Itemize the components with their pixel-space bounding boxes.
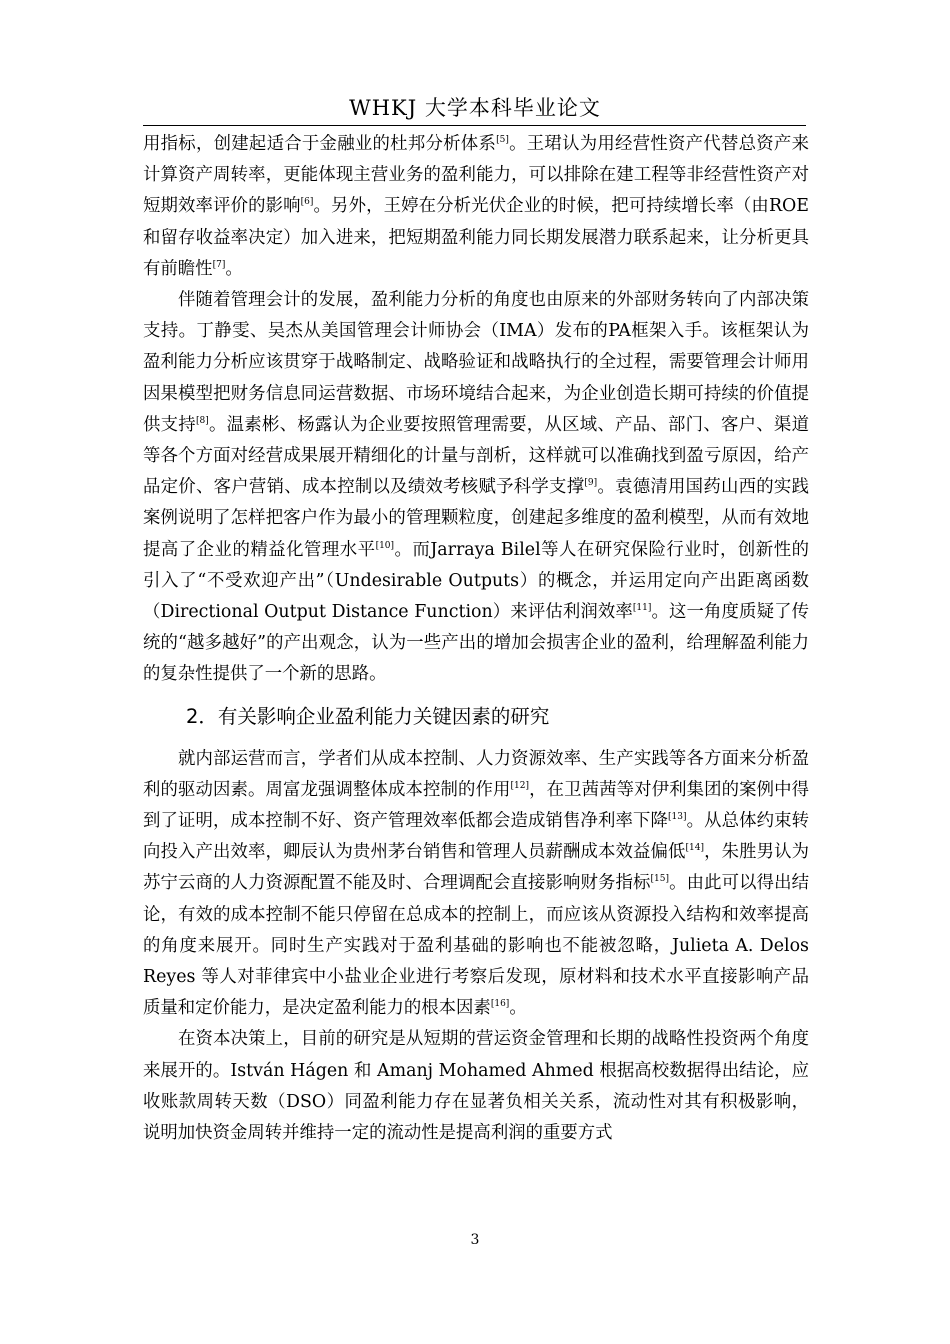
text-run: 用指标，创建起适合于金融业的杜邦分析体系 [143,134,497,154]
paragraph-4 [143,1024,809,1149]
text-run: 在资本决策上，目前的研究是从短期的营运资金管理和长期的战略性投资两个角度来展开的。István Hágen 和 Amanj Mohamed Ahmed 根据高校数据得出结论，应收账款周转天数（DSO）同盈利能力存在显著负相关关系，流动性对其有积极影响，说明加快资金周转并维持一定的流动性是提高利润的重要方式 [143,1029,809,1144]
citation: [16] [490,999,510,1010]
citation: [12] [510,780,529,791]
text-run: 。从总体约束转向投入产出效率，卿辰认为贵州茅台销售和管理人员薪酬成本效益偏低 [143,811,809,863]
text-run: 。由此可以得出结论，有效的成本控制不能只停留在总成本的控制上，而应该从资源投入结构和效率提高的角度来展开。同时生产实践对于盈利基础的影响也不能被忽略，Julieta A. Delos Reyes 等人对菲律宾中小盐业企业进行考察后发现，原材料和技术水平直接影响产品质量和定价能力，是决定盈利能力的根本因素 [143,873,809,1019]
text-run: 伴随着管理会计的发展，盈利能力分析的角度也由原来的外部财务转向了内部决策支持。丁静雯、吴杰从美国管理会计师协会（IMA）发布的PA框架入手。该框架认为盈利能力分析应该贯穿于战略制定、战略验证和战略执行的全过程，需要管理会计师用因果模型把财务信息同运营数据、市场环境结合起来，为企业创造长期可持续的价值提供支持 [143,290,809,435]
text-run: 。而Jarraya Bilel等人在研究保险行业时，创新性的引入了“不受欢迎产出”（Undesirable Outputs）的概念，并运用定向产出距离函数（Directional Output Distance Function）来评估利润效率 [143,539,809,623]
header-rule [143,125,806,126]
paragraph-1 [143,129,809,285]
text-run: 。温素彬、杨露认为企业要按照管理需要，从区域、产品、部门、客户、渠道等各个方面对经营成果展开精细化的计量与剖析，这样就可以准确找到盈亏原因，给产品定价、客户营销、成本控制以及绩效考核赋予科学支撑 [143,414,809,498]
text-run: 。另外，王婷在分析光伏企业的时候，把可持续增长率（由ROE和留存收益率决定）加入进来，把短期盈利能力同长期发展潜力联系起来，让分析更具有前瞻性 [143,196,809,279]
page-number: 3 [470,1232,480,1248]
text-run: 。 [225,258,243,279]
citation: [11] [632,603,652,614]
citation: [5] [496,135,509,145]
text-run: 。这一角度质疑了传统的“越多越好”的产出观念，认为一些产出的增加会损害企业的盈利，给理解盈利能力的复杂性提供了一个新的思路。 [143,602,809,685]
text-run: 。 [509,998,527,1019]
citation: [14] [685,843,704,854]
citation: [6] [300,197,314,208]
citation: [7] [212,259,226,270]
text-run: 。王珺认为用经营性资产代替总资产来计算资产周转率，更能体现主营业务的盈利能力，可以排除在建工程等非经营性资产对短期效率评价的影响 [143,134,809,217]
citation: [9] [584,478,598,489]
paragraph-2 [143,285,809,691]
text-run: 。袁德清用国药山西的实践案例说明了怎样把客户作为最小的管理颗粒度，创建起多维度的盈利模型，从而有效地提高了企业的精益化管理水平 [143,477,809,560]
section-heading: 2．有关影响企业盈利能力关键因素的研究 [186,704,550,728]
paragraph-3 [143,744,809,1025]
citation: [13] [668,812,687,823]
text-run: ，在卫茜茜等对伊利集团的案例中得到了证明，成本控制不好、资产管理效率低都会造成销售净利率下降 [143,779,809,832]
text-run: ，朱胜男认为苏宁云商的人力资源配置不能及时、合理调配会直接影响财务指标 [143,842,809,894]
body-text [143,129,809,1149]
citation: [10] [375,540,395,551]
running-header: WHKJ 大学本科毕业论文 [349,96,601,120]
citation: [8] [195,415,209,426]
text-run: 就内部运营而言，学者们从成本控制、人力资源效率、生产实践等各方面来分析盈利的驱动因素。周富龙强调整体成本控制的作用 [143,748,809,800]
citation: [15] [650,874,669,885]
